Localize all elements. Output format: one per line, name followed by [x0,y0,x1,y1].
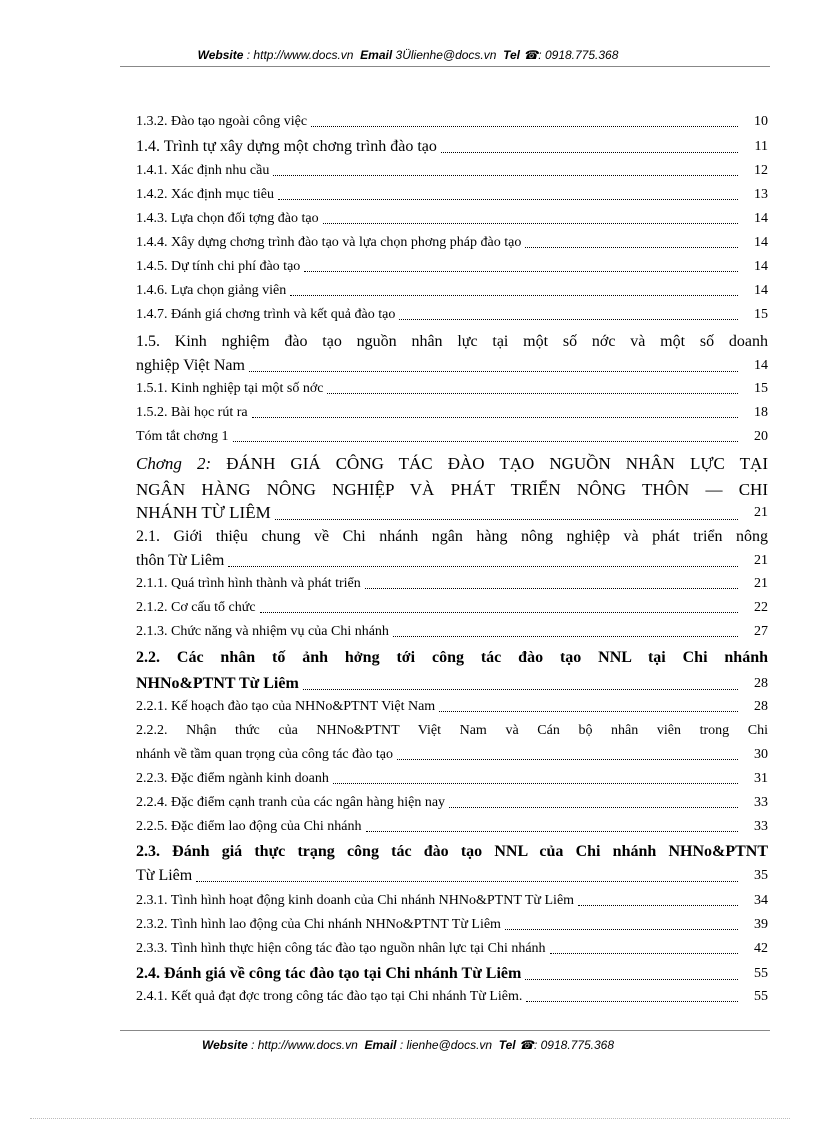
toc-entry[interactable] [136,258,768,276]
toc-entry[interactable] [136,575,768,593]
toc-entry-page: 11 [754,139,768,154]
footer-email-label: Email [364,1038,397,1052]
toc-entry-title: thôn Từ Liêm [136,552,225,569]
toc-entry[interactable] [136,698,768,716]
toc-entry-title: 1.4.7. Đánh giá chơng trình và kết quả đào tạo [136,307,396,322]
toc-entry-title: 1.3.2. Đào tạo ngoài công việc [136,114,308,129]
toc-entry-title: Từ Liêm [136,867,193,884]
toc-entry-page: 15 [754,307,768,322]
toc-entry-page: 39 [754,917,768,932]
toc-entry-title: 1.4.4. Xây dựng chơng trình đào tạo và lựa chọn phơng pháp đào tạo [136,235,522,250]
header-email-value[interactable]: 3Ülienhe@docs.vn [395,48,497,62]
toc-leader [228,566,738,567]
toc-entry-page: 35 [754,868,768,883]
toc-entry-title: 1.5.2. Bài học rút ra [136,405,248,420]
toc-entry[interactable] [136,892,768,910]
chapter-prefix: Chơng 2: [136,454,212,473]
toc-entry-page: 33 [754,819,768,834]
page-header [0,48,816,62]
toc-leader [397,759,738,760]
toc-entry-page: 27 [754,624,768,639]
toc-leader [249,371,738,372]
footer-tel-value: : 0918.775.368 [533,1038,615,1052]
toc-entry-title: 2.2.3. Đặc điểm ngành kinh doanh [136,771,329,786]
footer-divider [120,1030,770,1031]
toc-entry-page: 14 [754,235,768,250]
toc-leader [273,175,738,176]
toc-entry-title: 2.2.5. Đặc điểm lao động của Chi nhánh [136,819,362,834]
toc-entry-page: 18 [754,405,768,420]
toc-leader [449,807,738,808]
toc-leader [366,831,738,832]
footer-tel-label: Tel [498,1038,516,1052]
toc-section[interactable] [136,866,768,886]
phone-icon: ☎ [523,48,539,62]
toc-entry[interactable] [136,916,768,934]
toc-leader [525,979,738,980]
toc-chapter-line2[interactable]: NGÂN HÀNG NÔNG NGHIỆP VÀ PHÁT TRIỂN NÔNG THÔN — CHI [136,480,768,499]
toc-section[interactable] [136,551,768,571]
toc-entry-page: 34 [754,893,768,908]
toc-entry-page: 21 [754,505,768,520]
toc-leader [393,636,738,637]
toc-entry-page: 42 [754,941,768,956]
toc-entry-title: 2.3.3. Tình hình thực hiện công tác đào tạo nguồn nhân lực tại Chi nhánh [136,941,546,956]
toc-entry-title: 1.4.6. Lựa chọn giảng viên [136,283,287,298]
toc-entry-title: 2.3.2. Tình hình lao động của Chi nhánh NHNo&PTNT Từ Liêm [136,917,501,932]
toc-section[interactable] [136,137,768,157]
toc-section[interactable] [136,964,768,984]
toc-leader [278,199,738,200]
toc-entry-page: 28 [754,699,768,714]
toc-entry-page: 55 [754,989,768,1004]
toc-leader [233,441,738,442]
toc-entry-page: 20 [754,429,768,444]
toc-entry[interactable] [136,306,768,324]
toc-entry[interactable] [136,380,768,398]
toc-chapter[interactable] [136,502,768,524]
toc-leader [290,295,738,296]
toc-leader [275,519,738,520]
toc-entry[interactable] [136,234,768,252]
toc-entry-title: nhánh về tầm quan trọng của công tác đào tạo [136,747,393,762]
footer-email-value[interactable]: : lienhe@docs.vn [399,1038,493,1052]
toc-section-line1[interactable]: 1.5. Kinh nghiệm đào tạo nguồn nhân lực tại một số nớc và một số doanh [136,333,768,350]
header-tel-value: : 0918.775.368 [538,48,619,62]
toc-entry-title: NHNo&PTNT Từ Liêm [136,675,299,692]
toc-leader [196,881,738,882]
toc-entry-page: 12 [754,163,768,178]
toc-entry-title: 1.4.5. Dự tính chi phí đào tạo [136,259,301,274]
toc-entry[interactable] [136,113,768,131]
toc-entry-title: 2.2.1. Kế hoạch đào tạo của NHNo&PTNT Việt Nam [136,699,436,714]
toc-leader [333,783,738,784]
toc-leader [252,417,738,418]
toc-entry[interactable] [136,623,768,641]
phone-icon: ☎ [519,1038,534,1052]
toc-entry-page: 22 [754,600,768,615]
toc-entry-line1[interactable]: 2.2.2. Nhận thức của NHNo&PTNT Việt Nam và Cán bộ nhân viên trong Chi [136,723,768,738]
toc-entry-title: 2.2.4. Đặc điểm cạnh tranh của các ngân hàng hiện nay [136,795,446,810]
toc-entry-page: 21 [754,553,768,568]
toc-entry[interactable] [136,818,768,836]
toc-entry[interactable] [136,794,768,812]
page-footer [0,1038,816,1052]
toc-leader [399,319,738,320]
toc-entry-title: 2.1.2. Cơ cấu tổ chức [136,600,256,615]
toc-entry-page: 28 [754,676,768,691]
toc-entry-title: 2.1.1. Quá trình hình thành và phát triển [136,576,361,591]
page-edge-divider [30,1118,790,1119]
header-tel-label: Tel [503,48,520,62]
toc-leader [365,588,738,589]
toc-entry-page: 21 [754,576,768,591]
toc-entry[interactable] [136,282,768,300]
header-divider [120,66,770,67]
toc-entry-page: 14 [754,358,768,373]
toc-entry-page: 31 [754,771,768,786]
toc-leader [578,905,738,906]
toc-entry[interactable] [136,428,768,446]
toc-entry-title: 1.4.3. Lựa chọn đối tợng đào tạo [136,211,319,226]
toc-leader [323,223,738,224]
toc-entry[interactable] [136,746,768,764]
toc-entry-title: 2.1.3. Chức năng và nhiệm vụ của Chi nhánh [136,624,389,639]
toc-leader [526,1001,738,1002]
toc-entry[interactable] [136,404,768,422]
toc-leader [327,393,738,394]
toc-entry-title: 1.5.1. Kinh nghiệp tại một số nớc [136,381,324,396]
toc-leader [550,953,738,954]
toc-section-line1[interactable]: 2.3. Đánh giá thực trạng công tác đào tạo NNL của Chi nhánh NHNo&PTNT [136,843,768,860]
toc-entry-page: 33 [754,795,768,810]
header-email-label: Email [360,48,393,62]
toc-leader [304,271,738,272]
toc-leader [441,152,738,153]
toc-entry[interactable] [136,988,768,1006]
toc-entry[interactable] [136,940,768,958]
toc-leader [439,711,738,712]
toc-entry[interactable] [136,599,768,617]
toc-entry[interactable] [136,186,768,204]
toc-entry-title: nghiệp Việt Nam [136,357,245,374]
toc-section-line1[interactable]: 2.2. Các nhân tố ảnh hởng tới công tác đào tạo NNL tại Chi nhánh [136,649,768,666]
toc-entry[interactable] [136,162,768,180]
toc-section-line1[interactable]: 2.1. Giới thiệu chung về Chi nhánh ngân hàng nông nghiệp và phát triển nông [136,528,768,545]
toc-leader [303,689,738,690]
toc-entry-title: 2.4.1. Kết quả đạt đợc trong công tác đào tạo tại Chi nhánh Từ Liêm. [136,989,523,1004]
toc-entry-page: 14 [754,211,768,226]
toc-entry-page: 14 [754,283,768,298]
toc-chapter-line1[interactable] [136,452,768,476]
toc-entry[interactable] [136,210,768,228]
toc-entry-title: Tóm tắt chơng 1 [136,429,229,444]
toc-section[interactable] [136,356,768,376]
toc-entry-page: 55 [754,966,768,981]
toc-leader [505,929,738,930]
toc-leader [311,126,738,127]
toc-entry-title: 1.4.1. Xác định nhu cầu [136,163,270,178]
toc-entry[interactable] [136,770,768,788]
footer-website-label: Website [201,1038,248,1052]
toc-leader [260,612,738,613]
toc-entry-title: 1.4.2. Xác định mục tiêu [136,187,275,202]
toc-entry-page: 30 [754,747,768,762]
toc-entry-page: 13 [754,187,768,202]
toc-entry-title: NHÁNH TỪ LIÊM [136,503,271,522]
toc-leader [525,247,738,248]
toc-entry-page: 10 [754,114,768,129]
toc-entry-title: 2.3.1. Tình hình hoạt động kinh doanh của Chi nhánh NHNo&PTNT Từ Liêm [136,893,575,908]
toc-entry-page: 14 [754,259,768,274]
footer-website-url[interactable]: : http://www.docs.vn [251,1038,358,1052]
header-website-label: Website [197,48,244,62]
toc-entry-title: 2.4. Đánh giá về công tác đào tạo tại Chi nhánh Từ Liêm [136,965,522,982]
chapter-title-line1: ĐÁNH GIÁ CÔNG TÁC ĐÀO TẠO NGUỒN NHÂN LỰC TẠI [226,454,768,473]
toc-entry-page: 15 [754,381,768,396]
toc-section[interactable] [136,674,768,694]
toc-entry-title: 1.4. Trình tự xây dựng một chơng trình đào tạo [136,138,437,155]
header-website-url[interactable]: : http://www.docs.vn [246,48,354,62]
